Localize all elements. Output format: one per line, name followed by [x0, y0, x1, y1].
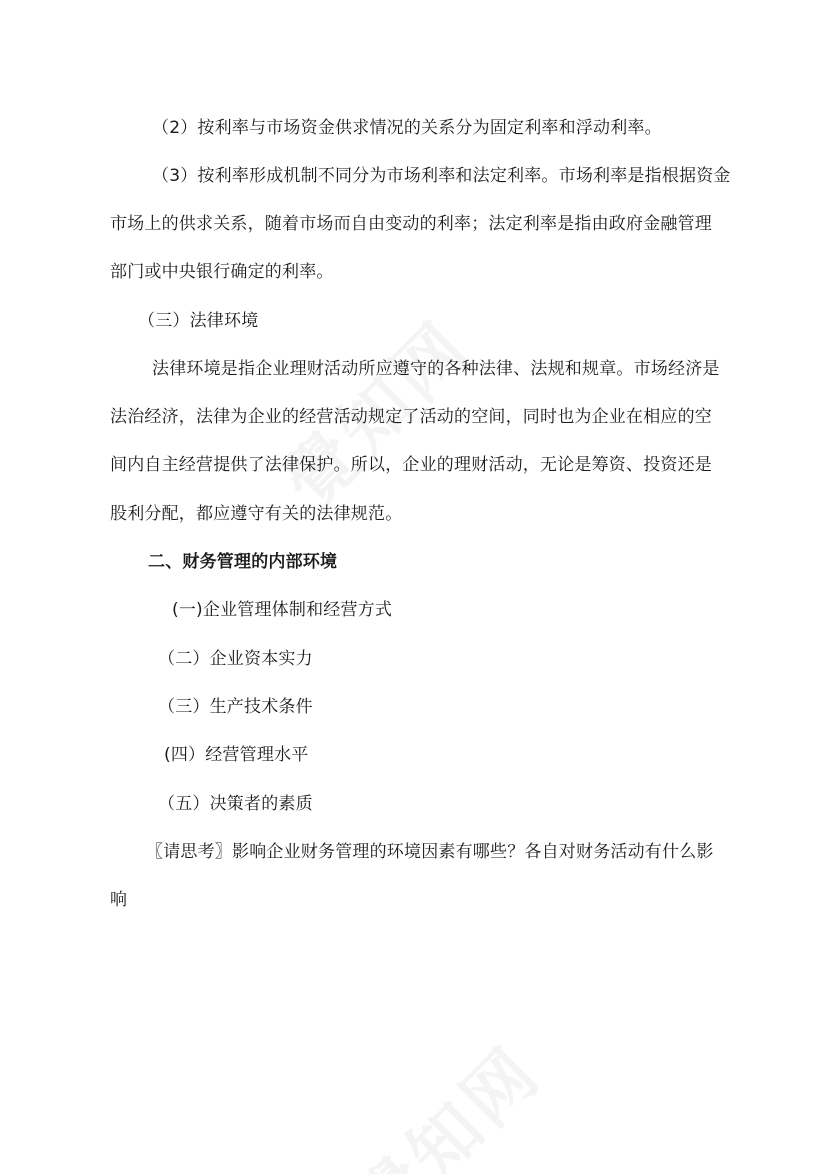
section-heading-internal: 二、财务管理的内部环境 [148, 552, 338, 572]
paragraph-line-3: 市场上的供求关系，随着市场而自由变动的利率；法定利率是指由政府金融管理 [110, 214, 712, 234]
watermark-bottom [328, 1019, 561, 1174]
paragraph-line-6: 法治经济，法律为企业的经营活动规定了活动的空间，同时也为企业在相应的空 [110, 407, 712, 427]
paragraph-line-1: （2）按利率与市场资金供求情况的关系分为固定利率和浮动利率。 [152, 118, 662, 138]
list-item-1: (一)企业管理体制和经营方式 [172, 600, 393, 620]
think-question-line-2: 响 [110, 890, 128, 910]
paragraph-line-2: （3）按利率形成机制不同分为市场利率和法定利率。市场利率是指根据资金 [152, 166, 731, 186]
paragraph-line-5: 法律环境是指企业理财活动所应遵守的各种法律、法规和规章。市场经济是 [152, 359, 720, 379]
list-item-5: （五）决策者的素质 [158, 794, 313, 814]
list-item-4: (四）经营管理水平 [164, 745, 309, 765]
paragraph-line-8: 股利分配，都应遵守有关的法律规范。 [110, 504, 403, 524]
list-item-2: （二）企业资本实力 [158, 649, 313, 669]
think-question-line-1: 〖请思考〗影响企业财务管理的环境因素有哪些？各自对财务活动有什么影 [146, 842, 714, 862]
section-heading-legal: （三）法律环境 [138, 311, 259, 331]
paragraph-line-4: 部门或中央银行确定的利率。 [110, 262, 334, 282]
paragraph-line-7: 间内自主经营提供了法律保护。所以，企业的理财活动，无论是筹资、投资还是 [110, 455, 712, 475]
list-item-3: （三）生产技术条件 [158, 697, 313, 717]
